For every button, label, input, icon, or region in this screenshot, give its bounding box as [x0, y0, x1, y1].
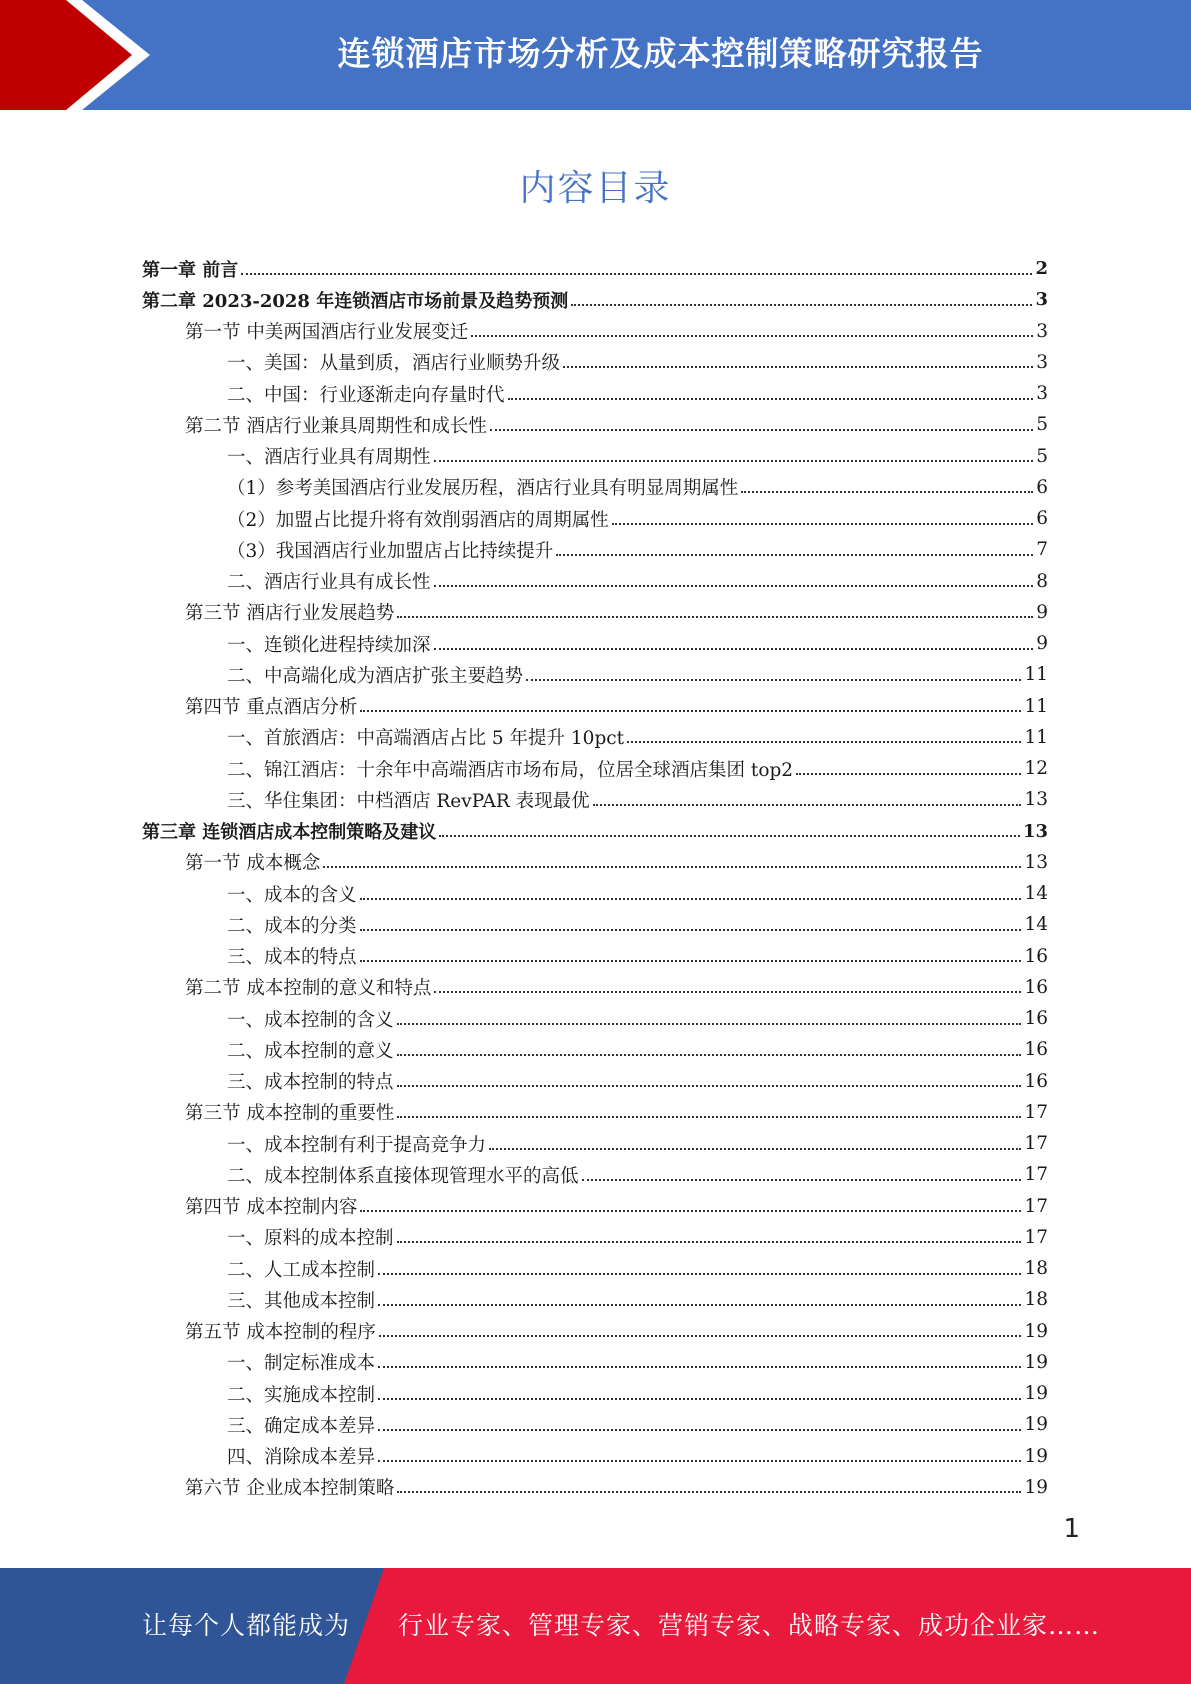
toc-entry[interactable]	[142, 1441, 1048, 1472]
toc-entry-page: 17	[1024, 1101, 1048, 1123]
toc-leader-dots	[508, 392, 1034, 400]
toc-entry-text: 第一章 前言	[142, 259, 239, 281]
toc-entry-text: 第三章 连锁酒店成本控制策略及建议	[142, 822, 437, 844]
toc-leader-dots	[360, 923, 1022, 931]
report-title: 连锁酒店市场分析及成本控制策略研究报告	[337, 34, 984, 73]
toc-entry[interactable]	[142, 1003, 1048, 1034]
toc-entry-page: 7	[1036, 539, 1048, 561]
toc-entry-page: 6	[1036, 508, 1048, 530]
toc-entry-page: 13	[1024, 851, 1048, 873]
toc-entry[interactable]	[142, 628, 1048, 659]
toc-entry[interactable]	[142, 347, 1048, 378]
toc-entry-page: 16	[1024, 945, 1048, 967]
toc-entry[interactable]	[142, 566, 1048, 597]
toc-entry-page: 6	[1036, 476, 1048, 498]
toc-leader-dots	[627, 735, 1021, 743]
toc-entry[interactable]	[142, 1284, 1048, 1315]
toc-entry-page: 16	[1024, 976, 1048, 998]
toc-leader-dots	[378, 1392, 1021, 1400]
toc-entry-page: 11	[1024, 695, 1048, 717]
toc-entry-page: 8	[1036, 570, 1048, 592]
toc-entry-text: 三、成本控制的特点	[227, 1072, 394, 1094]
toc-leader-dots	[378, 1454, 1021, 1462]
footer-slogan-left: 让每个人都能成为	[142, 1611, 351, 1640]
toc-entry-text: 第一节 中美两国酒店行业发展变迁	[185, 322, 469, 344]
page-header	[0, 0, 1191, 110]
toc-entry[interactable]	[142, 1347, 1048, 1378]
toc-entry-text: 第一节 成本概念	[185, 853, 321, 875]
toc-entry-text: 第四节 重点酒店分析	[185, 697, 358, 719]
toc-entry-text: 三、华住集团：中档酒店 RevPAR 表现最优	[227, 790, 590, 812]
toc-entry[interactable]	[142, 1409, 1048, 1440]
toc-entry-text: 二、成本的分类	[227, 915, 357, 937]
toc-leader-dots	[582, 1173, 1022, 1181]
toc-leader-dots	[434, 454, 1034, 462]
toc-leader-dots	[563, 360, 1033, 368]
toc-entry-page: 5	[1036, 445, 1048, 467]
toc-entry-page: 3	[1036, 320, 1048, 342]
toc-entry[interactable]	[142, 503, 1048, 534]
toc-entry[interactable]	[142, 691, 1048, 722]
toc-entry-text: 一、首旅酒店：中高端酒店占比 5 年提升 10pct	[227, 728, 625, 750]
toc-entry-text: 三、其他成本控制	[227, 1290, 376, 1312]
toc-entry[interactable]	[142, 1097, 1048, 1128]
toc-leader-dots	[397, 1485, 1021, 1493]
toc-entry-page: 13	[1022, 820, 1048, 842]
toc-entry[interactable]	[142, 409, 1048, 440]
toc-entry[interactable]	[142, 941, 1048, 972]
toc-entry-page: 2	[1035, 258, 1048, 280]
toc-entry-text: 二、成本控制的意义	[227, 1040, 394, 1062]
toc-leader-dots	[397, 1017, 1022, 1025]
toc-entry-page: 19	[1024, 1476, 1048, 1498]
page-footer	[0, 1568, 1191, 1684]
toc-entry[interactable]	[142, 534, 1048, 565]
toc-entry-page: 12	[1024, 758, 1048, 780]
toc-entry-page: 19	[1024, 1383, 1048, 1405]
toc-entry[interactable]	[142, 1253, 1048, 1284]
toc-entry[interactable]	[142, 972, 1048, 1003]
toc-entry[interactable]	[142, 1191, 1048, 1222]
toc-leader-dots	[397, 1048, 1022, 1056]
toc-leader-dots	[612, 517, 1033, 525]
toc-entry[interactable]	[142, 909, 1048, 940]
toc-entry-text: （2）加盟占比提升将有效削弱酒店的周期属性	[227, 509, 609, 531]
toc-entry-text: 第三节 成本控制的重要性	[185, 1103, 395, 1125]
toc-entry[interactable]	[142, 816, 1048, 847]
toc-leader-dots	[397, 1235, 1022, 1243]
toc-entry[interactable]	[142, 253, 1048, 284]
toc-entry-page: 18	[1024, 1289, 1048, 1311]
toc-entry[interactable]	[142, 847, 1048, 878]
toc-entry-text: 二、人工成本控制	[227, 1259, 376, 1281]
toc-entry-text: 三、确定成本差异	[227, 1415, 376, 1437]
toc-entry-page: 11	[1024, 726, 1048, 748]
toc-leader-dots	[741, 485, 1033, 493]
toc-entry[interactable]	[142, 472, 1048, 503]
toc-entry[interactable]	[142, 1222, 1048, 1253]
toc-entry-text: 二、成本控制体系直接体现管理水平的高低	[227, 1165, 579, 1187]
toc-entry-page: 3	[1036, 383, 1048, 405]
toc-leader-dots	[360, 704, 1021, 712]
toc-leader-dots	[397, 1079, 1022, 1087]
toc-entry-text: 二、中高端化成为酒店扩张主要趋势	[227, 665, 524, 687]
toc-entry-page: 19	[1024, 1445, 1048, 1467]
toc-entry-text: 一、美国：从量到质，酒店行业顺势升级	[227, 353, 561, 375]
toc-entry-page: 3	[1036, 351, 1048, 373]
toc-leader-dots	[556, 548, 1033, 556]
toc-leader-dots	[378, 1267, 1021, 1275]
toc-entry-text: 一、成本控制的含义	[227, 1009, 394, 1031]
toc-entry[interactable]	[142, 1159, 1048, 1190]
toc-entry-text: 二、中国：行业逐渐走向存量时代	[227, 384, 505, 406]
toc-entry-page: 18	[1024, 1258, 1048, 1280]
toc-leader-dots	[434, 642, 1034, 650]
toc-entry[interactable]	[142, 784, 1048, 815]
toc-entry-text: 第二节 酒店行业兼具周期性和成长性	[185, 415, 487, 437]
toc-leader-dots	[360, 1204, 1021, 1212]
toc-entry-page: 9	[1036, 601, 1048, 623]
toc-entry-text: （1）参考美国酒店行业发展历程，酒店行业具有明显周期属性	[227, 478, 739, 500]
toc-entry-page: 16	[1024, 1070, 1048, 1092]
toc-entry[interactable]	[142, 659, 1048, 690]
toc-entry[interactable]	[142, 1066, 1048, 1097]
toc-entry[interactable]	[142, 1128, 1048, 1159]
toc-entry-page: 17	[1024, 1164, 1048, 1186]
toc-entry-page: 14	[1024, 914, 1048, 936]
toc-entry-text: （3）我国酒店行业加盟店占比持续提升	[227, 540, 554, 562]
toc-entry[interactable]	[142, 1034, 1048, 1065]
toc-entry-text: 第二节 成本控制的意义和特点	[185, 978, 432, 1000]
toc-entry-page: 9	[1036, 633, 1048, 655]
toc-entry[interactable]	[142, 284, 1048, 315]
toc-entry-text: 一、原料的成本控制	[227, 1228, 394, 1250]
toc-entry[interactable]	[142, 316, 1048, 347]
toc-entry-page: 17	[1024, 1226, 1048, 1248]
toc-entry-page: 5	[1036, 414, 1048, 436]
toc-entry-text: 一、连锁化进程持续加深	[227, 634, 431, 656]
toc-entry-page: 16	[1024, 1039, 1048, 1061]
toc-leader-dots	[379, 1329, 1022, 1337]
toc-entry-text: 一、酒店行业具有周期性	[227, 447, 431, 469]
toc-entry[interactable]	[142, 722, 1048, 753]
toc-leader-dots	[439, 829, 1020, 837]
toc-entry-page: 11	[1024, 664, 1048, 686]
toc-entry[interactable]	[142, 1316, 1048, 1347]
toc-leader-dots	[378, 1423, 1021, 1431]
toc-leader-dots	[526, 673, 1021, 681]
toc-leader-dots	[397, 610, 1033, 618]
footer-slogan-right: 行业专家、管理专家、营销专家、战略专家、成功企业家……	[398, 1611, 1101, 1640]
toc-leader-dots	[241, 267, 1032, 275]
toc-entry-text: 第四节 成本控制内容	[185, 1197, 358, 1219]
toc-entry[interactable]	[142, 1378, 1048, 1409]
toc-entry-text: 二、锦江酒店：十余年中高端酒店市场布局，位居全球酒店集团 top2	[227, 759, 794, 781]
toc-entry-page: 17	[1024, 1195, 1048, 1217]
toc-leader-dots	[796, 767, 1021, 775]
table-of-contents	[142, 253, 1048, 1503]
toc-entry-text: 第五节 成本控制的程序	[185, 1322, 376, 1344]
toc-entry-text: 一、制定标准成本	[227, 1353, 376, 1375]
toc-entry-page: 19	[1024, 1351, 1048, 1373]
toc-leader-dots	[434, 579, 1034, 587]
toc-entry-page: 3	[1035, 289, 1048, 311]
toc-entry-text: 四、消除成本差异	[227, 1447, 376, 1469]
toc-entry-text: 二、酒店行业具有成长性	[227, 572, 431, 594]
toc-entry-page: 14	[1024, 883, 1048, 905]
toc-entry-text: 一、成本的含义	[227, 884, 357, 906]
toc-leader-dots	[360, 954, 1022, 962]
toc-entry-text: 三、成本的特点	[227, 947, 357, 969]
toc-leader-dots	[593, 798, 1022, 806]
toc-leader-dots	[471, 329, 1033, 337]
toc-entry-page: 16	[1024, 1008, 1048, 1030]
toc-entry-text: 第三节 酒店行业发展趋势	[185, 603, 395, 625]
toc-leader-dots	[571, 298, 1032, 306]
toc-entry-text: 一、成本控制有利于提高竞争力	[227, 1134, 487, 1156]
toc-leader-dots	[378, 1298, 1021, 1306]
toc-entry-page: 17	[1024, 1133, 1048, 1155]
toc-leader-dots	[434, 985, 1021, 993]
toc-heading: 内容目录	[519, 168, 672, 209]
toc-entry[interactable]	[142, 753, 1048, 784]
toc-entry[interactable]	[142, 378, 1048, 409]
toc-entry-page: 13	[1024, 789, 1048, 811]
toc-entry[interactable]	[142, 441, 1048, 472]
toc-leader-dots	[490, 423, 1033, 431]
toc-entry[interactable]	[142, 878, 1048, 909]
toc-entry-text: 二、实施成本控制	[227, 1384, 376, 1406]
toc-entry[interactable]	[142, 1472, 1048, 1503]
toc-entry-page: 19	[1024, 1414, 1048, 1436]
toc-leader-dots	[360, 892, 1022, 900]
toc-leader-dots	[489, 1142, 1021, 1150]
toc-entry-text: 第二章 2023-2028 年连锁酒店市场前景及趋势预测	[142, 290, 569, 312]
toc-entry-page: 19	[1024, 1320, 1048, 1342]
toc-entry-text: 第六节 企业成本控制策略	[185, 1478, 395, 1500]
page-number: 1	[1063, 1514, 1080, 1544]
toc-leader-dots	[378, 1360, 1021, 1368]
toc-leader-dots	[323, 860, 1021, 868]
toc-entry[interactable]	[142, 597, 1048, 628]
toc-leader-dots	[397, 1110, 1021, 1118]
